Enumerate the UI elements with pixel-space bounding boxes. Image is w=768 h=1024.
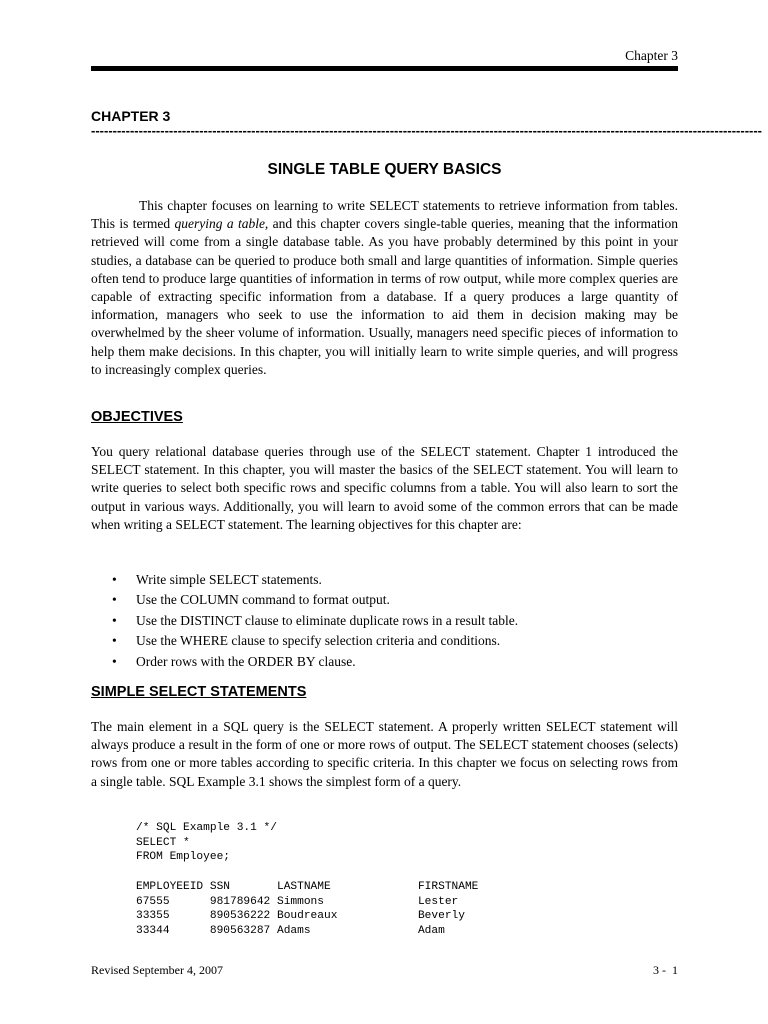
list-item — [112, 631, 518, 651]
bullet-icon: • — [112, 572, 117, 587]
intro-paragraph — [91, 197, 678, 379]
list-item — [112, 652, 518, 672]
footer-page-number: 3 - 1 — [653, 963, 678, 977]
simple-select-paragraph: The main element in a SQL query is the SELECT statement. A properly written SELECT statement will always produce a result in the form of one or more rows of output. The SELECT statement chooses (selects) rows from one or more tables according to specific criteria. In this chapter we focus on selecting rows from a single table. SQL Example 3.1 shows the simplest form of a query. — [91, 719, 678, 789]
list-item — [112, 611, 518, 631]
list-item-text: Order rows with the ORDER BY clause. — [136, 653, 356, 669]
objectives-heading: OBJECTIVES — [91, 409, 183, 425]
running-header-label: Chapter 3 — [625, 48, 678, 63]
list-item — [112, 590, 518, 610]
chapter-label: CHAPTER 3 — [91, 108, 171, 124]
sql-code-block: /* SQL Example 3.1 */ SELECT * FROM Employee; — [136, 822, 277, 863]
page-title: SINGLE TABLE QUERY BASICS — [267, 161, 502, 178]
intro-text-start: This chapter focuses on learning to write SELECT statements to retrieve information from tables. This is termed — [91, 198, 678, 232]
objectives-list — [112, 570, 518, 672]
bullet-icon: • — [112, 612, 117, 628]
bullet-icon: • — [112, 653, 117, 669]
list-item — [112, 570, 518, 590]
bullet-icon: • — [112, 633, 117, 649]
intro-text-end: and this chapter covers single-table queries, meaning that the information retrieved will come from a single database table. As you have probably determined by this point in your studies, a database can be queried to produce both small and large quantities of information. Simple queries often tend to produce large quantities of information in terms of row output, while more complex queries are capable of extracting specific information from a database. If a query produces a large quantity of information, managers who seek to use the information to aid them in decision making may be overwhelmed by the sheer volume of information. Usually, managers need specific pieces of information to help them make decisions. In this chapter, you will initially learn to write simple queries, and will progress to increasingly complex queries. — [91, 216, 678, 377]
bullet-icon: • — [112, 592, 117, 608]
list-item-text: Use the COLUMN command to format output. — [136, 592, 390, 608]
list-item-text: Use the WHERE clause to specify selection criteria and conditions. — [136, 633, 501, 649]
sql-result-table: EMPLOYEEID SSN LASTNAME FIRSTNAME 67555 981789642 Simmons Lester 33355 890536222 Boudreaux Beverly 33344 890563287 Adams Adam — [136, 881, 479, 937]
dashed-divider: ----------------------------------------------------------------------------------------------------------------------------------------------------------- — [91, 123, 763, 138]
footer-revised-date: Revised September 4, 2007 — [91, 963, 223, 977]
header-rule — [91, 66, 678, 71]
list-item-text: Write simple SELECT statements. — [136, 572, 322, 587]
simple-select-heading: SIMPLE SELECT STATEMENTS — [91, 684, 307, 700]
objectives-paragraph: You query relational database queries through use of the SELECT statement. Chapter 1 introduced the SELECT statement. In this chapter, you will master the basics of the SELECT statement. You will learn to write queries to select both specific rows and specific columns from a table. You will also learn to sort the output in various ways. Additionally, you will learn to avoid some of the common errors that can be made when writing a SELECT statement. The learning objectives for this chapter are: — [91, 444, 678, 532]
list-item-text: Use the DISTINCT clause to eliminate duplicate rows in a result table. — [136, 612, 519, 628]
intro-emphasis: querying a table, — [174, 216, 269, 232]
